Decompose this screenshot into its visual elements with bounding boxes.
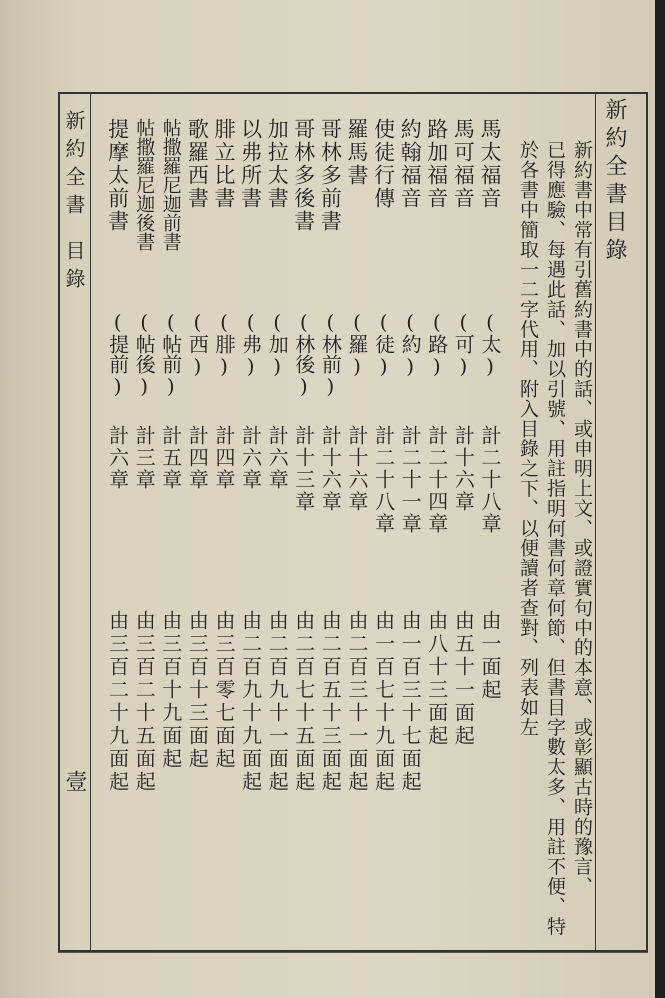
running-head-section: 目錄	[62, 240, 86, 296]
chapter-count: 計十六章	[345, 425, 369, 513]
chapter-count: 計二十八章	[371, 425, 396, 535]
start-page: 由二百九十九面起	[238, 610, 263, 794]
book-name: 歌羅西書	[185, 118, 210, 210]
start-page: 由八十三面起	[424, 610, 449, 748]
book-name: 加拉太書	[265, 118, 290, 210]
chapter-count: 計二十一章	[398, 425, 423, 535]
book-abbreviation: (腓)	[212, 310, 236, 378]
book-name: 提摩太前書	[105, 118, 130, 233]
book-name: 約翰福音	[398, 118, 423, 210]
book-name: 帖撒羅尼迦前書	[159, 118, 182, 251]
start-page: 由一百七十九面起	[371, 610, 396, 794]
book-abbreviation: (可)	[451, 310, 476, 378]
book-name: 馬可福音	[451, 118, 476, 210]
chapter-count: 計六章	[105, 425, 130, 491]
start-page: 由三百零七面起	[212, 610, 236, 771]
intro-line-3: 於各書中簡取一二字代用、附入目錄之下、以便讀者查對、列表如左	[517, 140, 539, 737]
binding-edge	[655, 0, 665, 998]
book-abbreviation: (弗)	[238, 310, 263, 378]
book-name: 哥林多後書	[291, 118, 316, 233]
intro-line-1: 新約書中常有引舊約書中的話、或申明上文、或證實句中的本意、或彰顯古時的豫言、	[571, 140, 593, 897]
intro-line-2: 已得應驗、每遇此話、加以引號、用註指明何書何章何節、但書目字數太多、用註不便、特	[544, 140, 566, 936]
chapter-count: 計二十四章	[424, 425, 449, 535]
book-abbreviation: (帖後)	[132, 310, 157, 398]
book-name: 以弗所書	[238, 118, 263, 210]
chapter-count: 計十六章	[451, 425, 476, 513]
start-page: 由一面起	[478, 610, 502, 702]
book-abbreviation: (西)	[185, 310, 210, 378]
book-name: 羅馬書	[345, 118, 369, 187]
running-head-title: 新約全書	[62, 110, 86, 222]
book-name: 哥林多前書	[318, 118, 343, 233]
start-page: 由一百三十七面起	[398, 610, 423, 794]
start-page: 由二百三十一面起	[345, 610, 369, 794]
chapter-count: 計二十八章	[478, 425, 502, 535]
chapter-count: 計十三章	[291, 425, 316, 513]
margin-rule	[90, 92, 91, 952]
bottom-rule	[58, 952, 648, 953]
book-abbreviation: (羅)	[345, 310, 369, 378]
start-page: 由三百二十九面起	[105, 610, 130, 794]
page-number: 壹	[62, 770, 87, 794]
start-page: 由三百十三面起	[185, 610, 210, 771]
book-name: 路加福音	[424, 118, 449, 210]
book-name: 馬太福音	[478, 118, 502, 210]
chapter-count: 計六章	[265, 425, 290, 491]
book-name: 腓立比書	[212, 118, 236, 210]
book-name: 帖撒羅尼迦後書	[133, 118, 156, 251]
book-abbreviation: (太)	[478, 310, 502, 378]
chapter-count: 計十六章	[318, 425, 343, 513]
book-abbreviation: (帖前)	[158, 310, 183, 398]
start-page: 由五十一面起	[451, 610, 476, 748]
book-abbreviation: (提前)	[105, 310, 130, 398]
book-abbreviation: (約)	[398, 310, 423, 378]
book-abbreviation: (加)	[265, 310, 290, 378]
chapter-count: 計六章	[238, 425, 263, 491]
title-rule	[595, 92, 596, 952]
chapter-count: 計三章	[132, 425, 157, 491]
page-title: 新約全書目錄	[602, 98, 627, 266]
book-abbreviation: (徒)	[371, 310, 396, 378]
book-abbreviation: (路)	[424, 310, 449, 378]
start-page: 由二百七十五面起	[291, 610, 316, 794]
chapter-count: 計四章	[185, 425, 210, 491]
start-page: 由二百五十三面起	[318, 610, 343, 794]
chapter-count: 計五章	[158, 425, 183, 491]
book-abbreviation: (林後)	[291, 310, 316, 398]
book-name: 使徒行傳	[371, 118, 396, 210]
start-page: 由三百十九面起	[158, 610, 183, 771]
start-page: 由三百二十五面起	[132, 610, 157, 794]
chapter-count: 計四章	[212, 425, 236, 491]
start-page: 由二百九十一面起	[265, 610, 290, 794]
book-abbreviation: (林前)	[318, 310, 343, 398]
